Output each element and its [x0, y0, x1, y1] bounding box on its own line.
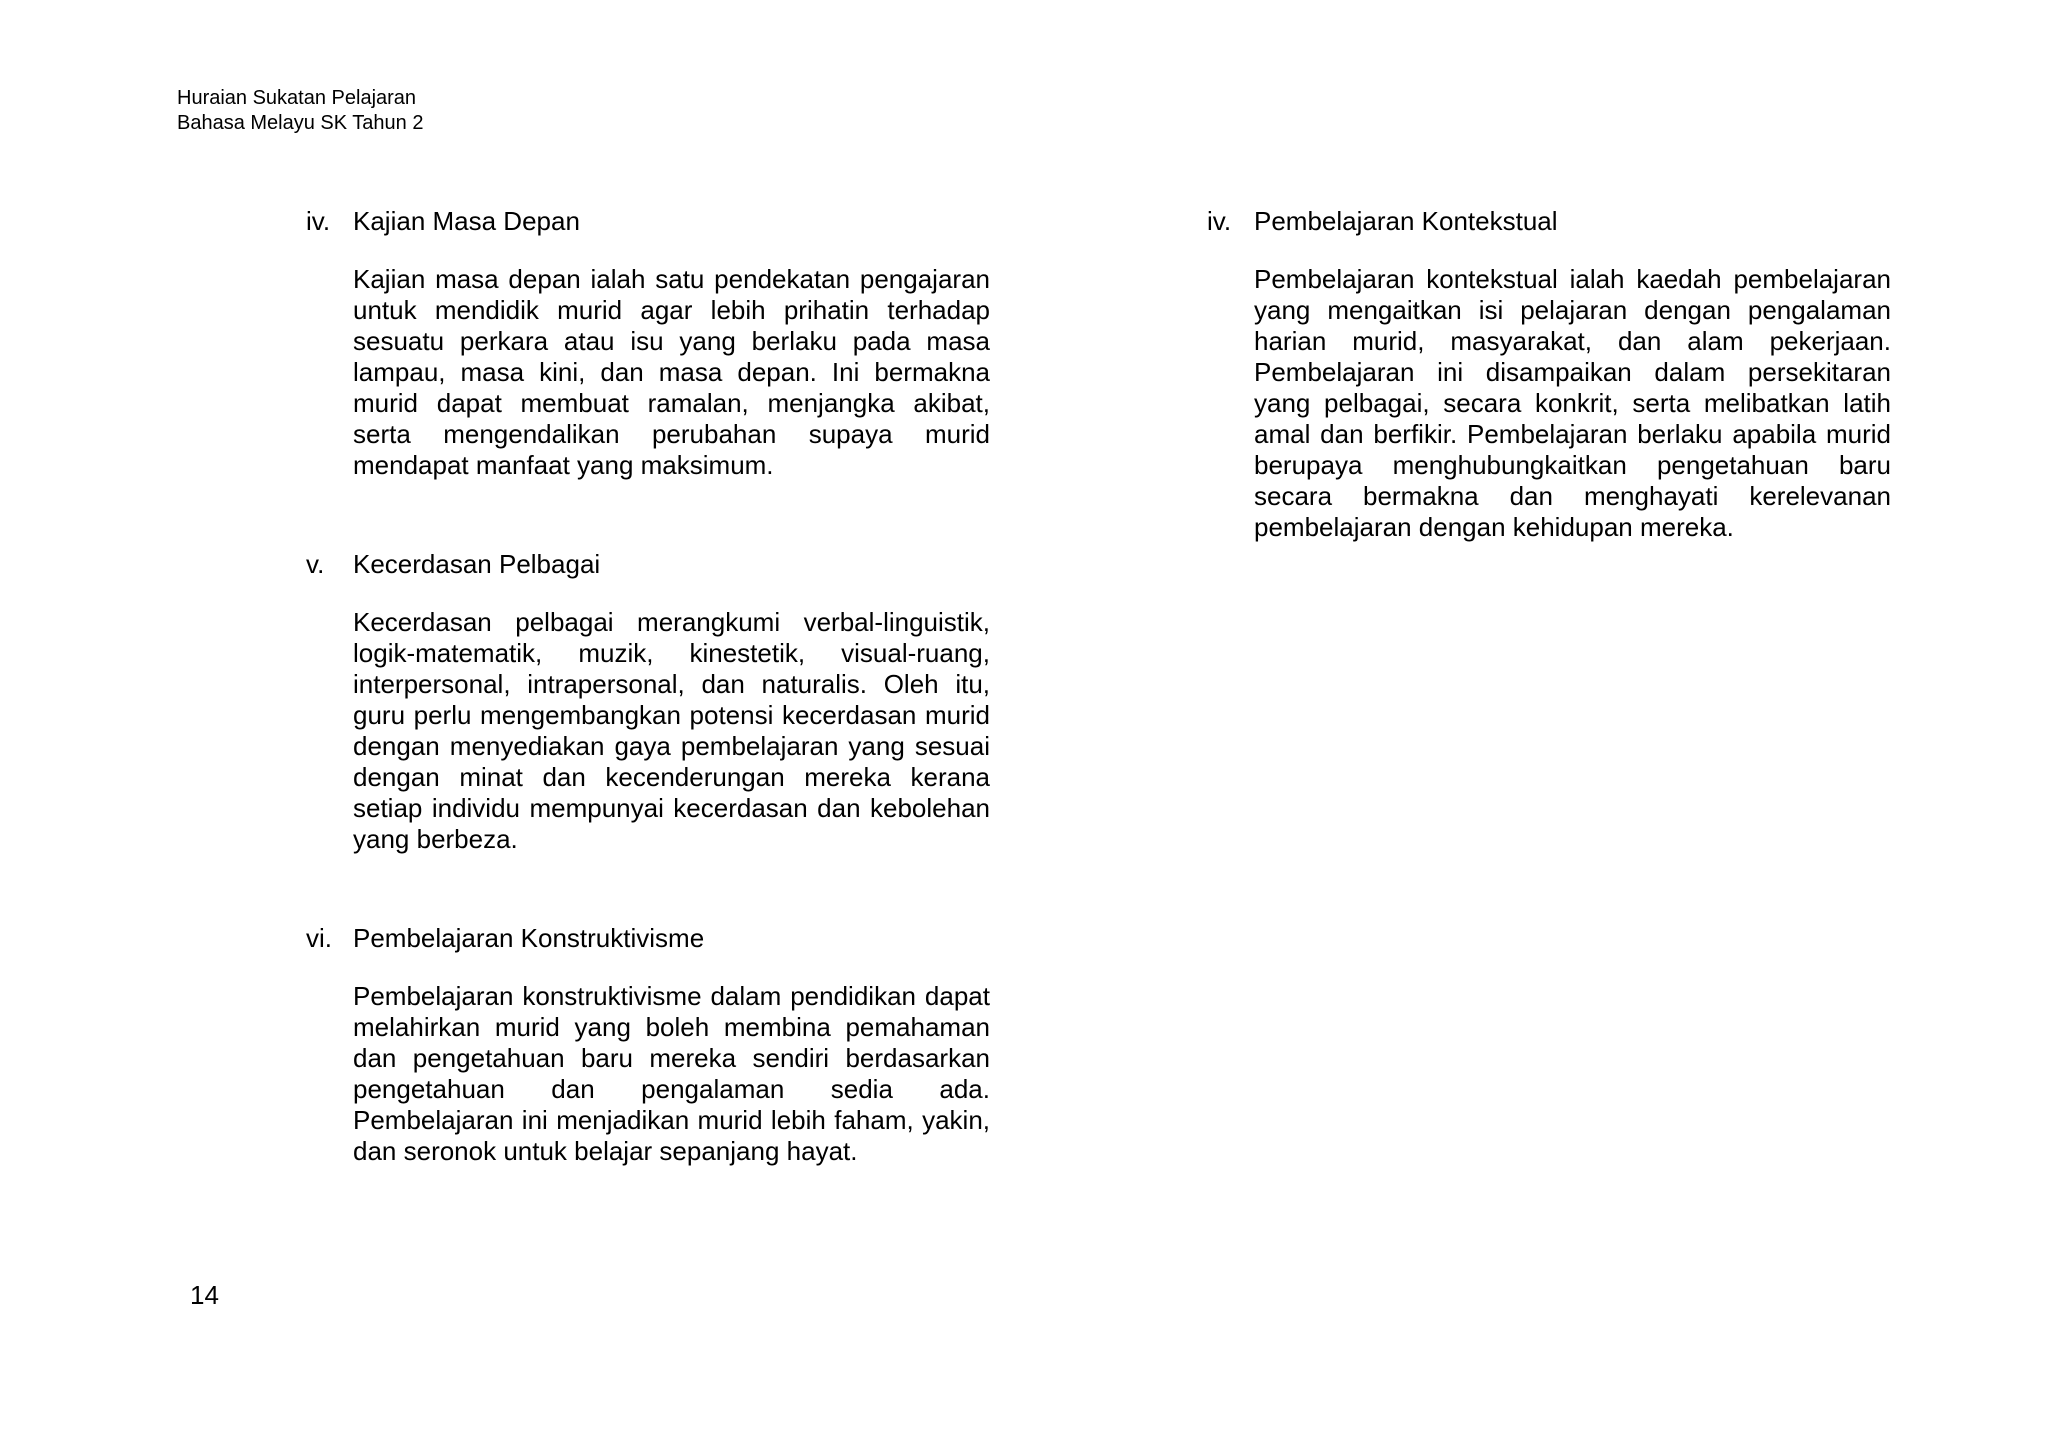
- section-numeral: v.: [306, 549, 325, 579]
- running-header: [177, 86, 423, 136]
- section-heading: [306, 547, 1066, 581]
- section-body: Pembelajaran kontekstual ialah kaedah pembelajaran yang mengaitkan isi pelajaran dengan pengalaman harian murid, masyarakat, dan alam pekerjaan. Pembelajaran ini disampaikan dalam persekitaran yang pelbagai, secara konkrit, serta melibatkan latih amal dan berfikir. Pembelajaran berlaku apabila murid berupaya menghubungkaitkan pengetahuan baru secara bermakna dan menghayati kerelevanan pembelajaran dengan kehidupan mereka.: [1254, 264, 1891, 542]
- section-kecerdasan-pelbagai: [306, 547, 1066, 855]
- section-pembelajaran-konstruktivisme: [306, 921, 1066, 1167]
- page-number: 14: [190, 1280, 219, 1310]
- section-pembelajaran-kontekstual: [1207, 204, 1967, 543]
- section-title: Kajian Masa Depan: [353, 206, 580, 236]
- section-body: Kajian masa depan ialah satu pendekatan pengajaran untuk mendidik murid agar lebih prihatin terhadap sesuatu perkara atau isu yang berlaku pada masa lampau, masa kini, dan masa depan. Ini bermakna murid dapat membuat ramalan, menjangka akibat, serta mengendalikan perubahan supaya murid mendapat manfaat yang maksimum.: [353, 264, 990, 480]
- header-line-title: Huraian Sukatan Pelajaran: [177, 87, 417, 109]
- section-title: Kecerdasan Pelbagai: [353, 549, 601, 579]
- section-body: Pembelajaran konstruktivisme dalam pendidikan dapat melahirkan murid yang boleh membina pemahaman dan pengetahuan baru mereka sendiri berdasarkan pengetahuan dan pengalaman sedia ada. Pembelajaran ini menjadikan murid lebih faham, yakin, dan seronok untuk belajar sepanjang hayat.: [353, 981, 990, 1166]
- header-line-subject: Bahasa Melayu SK Tahun 2: [177, 112, 424, 134]
- left-column: [306, 204, 1066, 1167]
- section-heading: [306, 204, 1066, 238]
- section-heading: [1207, 204, 1967, 238]
- section-numeral: vi.: [306, 923, 332, 953]
- section-numeral: iv.: [1207, 206, 1232, 236]
- section-numeral: iv.: [306, 206, 331, 236]
- section-title: Pembelajaran Konstruktivisme: [353, 923, 705, 953]
- section-heading: [306, 921, 1066, 955]
- right-column: [1207, 204, 1967, 543]
- section-title: Pembelajaran Kontekstual: [1254, 206, 1558, 236]
- section-kajian-masa-depan: [306, 204, 1066, 481]
- section-body: Kecerdasan pelbagai merangkumi verbal-linguistik, logik-matematik, muzik, kinestetik, visual-ruang, interpersonal, intrapersonal, dan naturalis. Oleh itu, guru perlu mengembangkan potensi kecerdasan murid dengan menyediakan gaya pembelajaran yang sesuai dengan minat dan kecenderungan mereka kerana setiap individu mempunyai kecerdasan dan kebolehan yang berbeza.: [353, 607, 990, 854]
